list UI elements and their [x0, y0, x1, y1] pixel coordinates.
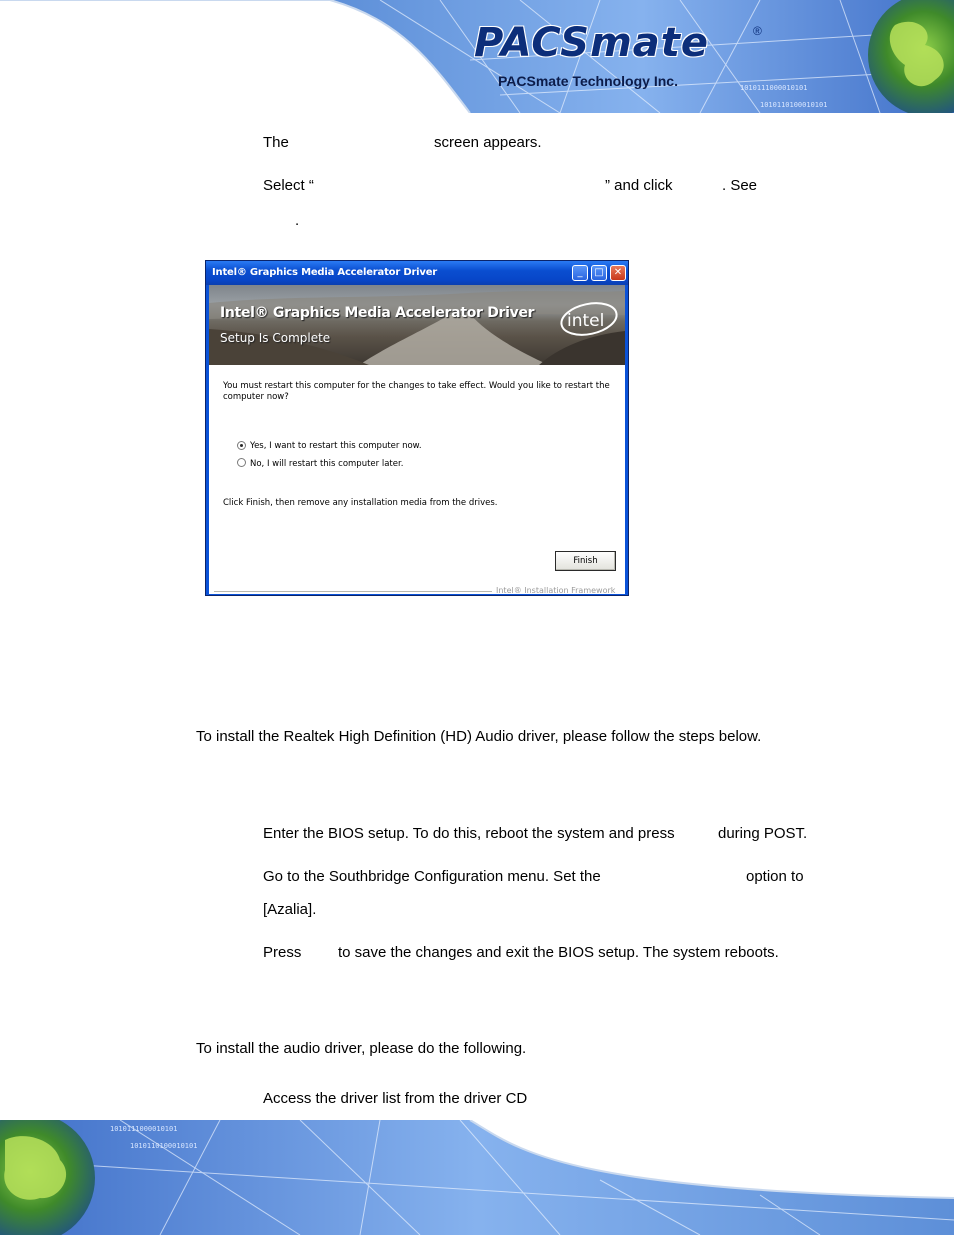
- restart-later-label[interactable]: No, I will restart this computer later.: [250, 459, 404, 469]
- realtek-intro: To install the Realtek High Definition (HD) Audio driver, please follow the steps below.: [196, 728, 762, 745]
- bios-step-2: [Azalia].: [263, 901, 317, 918]
- framework-label: Intel® Installation Framework: [496, 586, 616, 595]
- step-text: screen appears.: [434, 134, 542, 151]
- binary-decoration: 1010110100010101: [760, 101, 828, 109]
- intel-logo-text: intel: [567, 311, 605, 331]
- dialog-hero-banner: [209, 285, 625, 365]
- binary-decoration: 1010111000010101: [110, 1125, 178, 1133]
- bios-step-3: to save the changes and exit the BIOS setup. The system reboots.: [338, 944, 779, 961]
- audio-install-step-1: Access the driver list from the driver CD: [263, 1090, 528, 1107]
- binary-decoration: 1010110100010101: [130, 1142, 198, 1150]
- step-text: .: [295, 212, 300, 229]
- audio-install-intro: To install the audio driver, please do the following.: [196, 1040, 527, 1057]
- setup-complete-dialog: [205, 260, 629, 596]
- registered-mark: ®: [753, 24, 762, 38]
- restart-now-radio[interactable]: [237, 441, 246, 450]
- maximize-button[interactable]: □: [591, 265, 607, 281]
- restart-message-line2: computer now?: [223, 392, 289, 402]
- hero-title: Intel® Graphics Media Accelerator Driver: [220, 305, 535, 321]
- pacsmate-logo: PACSmate: [474, 20, 710, 66]
- restart-now-label[interactable]: Yes, I want to restart this computer now.: [250, 441, 422, 451]
- restart-later-radio[interactable]: [237, 458, 246, 467]
- step-text: . See: [722, 177, 758, 194]
- intel-logo: [557, 299, 619, 339]
- dialog-client: [209, 285, 625, 594]
- step-text: The: [263, 134, 289, 151]
- binary-decoration: 1010111000010101: [740, 84, 808, 92]
- restart-message-line1: You must restart this computer for the changes to take effect. Would you like to restart the: [223, 381, 610, 391]
- hero-subtitle: Setup Is Complete: [220, 331, 331, 345]
- dialog-title: Intel® Graphics Media Accelerator Driver: [212, 267, 438, 278]
- dialog-titlebar[interactable]: [206, 261, 628, 285]
- finish-instruction: Click Finish, then remove any installation media from the drives.: [223, 498, 498, 508]
- step-text: ” and click: [605, 177, 673, 194]
- footer-banner: [0, 1120, 954, 1235]
- bios-step-3: Press: [263, 944, 302, 961]
- step-text: Select “: [263, 177, 314, 194]
- bios-step-2: option to: [746, 868, 804, 885]
- company-name: PACSmate Technology Inc.: [498, 73, 678, 89]
- bios-step-1: during POST.: [718, 825, 808, 842]
- framework-divider: [214, 591, 492, 592]
- bios-step-1: Enter the BIOS setup. To do this, reboot the system and press: [263, 825, 675, 842]
- close-button[interactable]: ✕: [610, 265, 626, 281]
- finish-button[interactable]: Finish: [555, 551, 616, 571]
- bios-step-2: Go to the Southbridge Configuration menu. Set the: [263, 868, 601, 885]
- minimize-button[interactable]: _: [572, 265, 588, 281]
